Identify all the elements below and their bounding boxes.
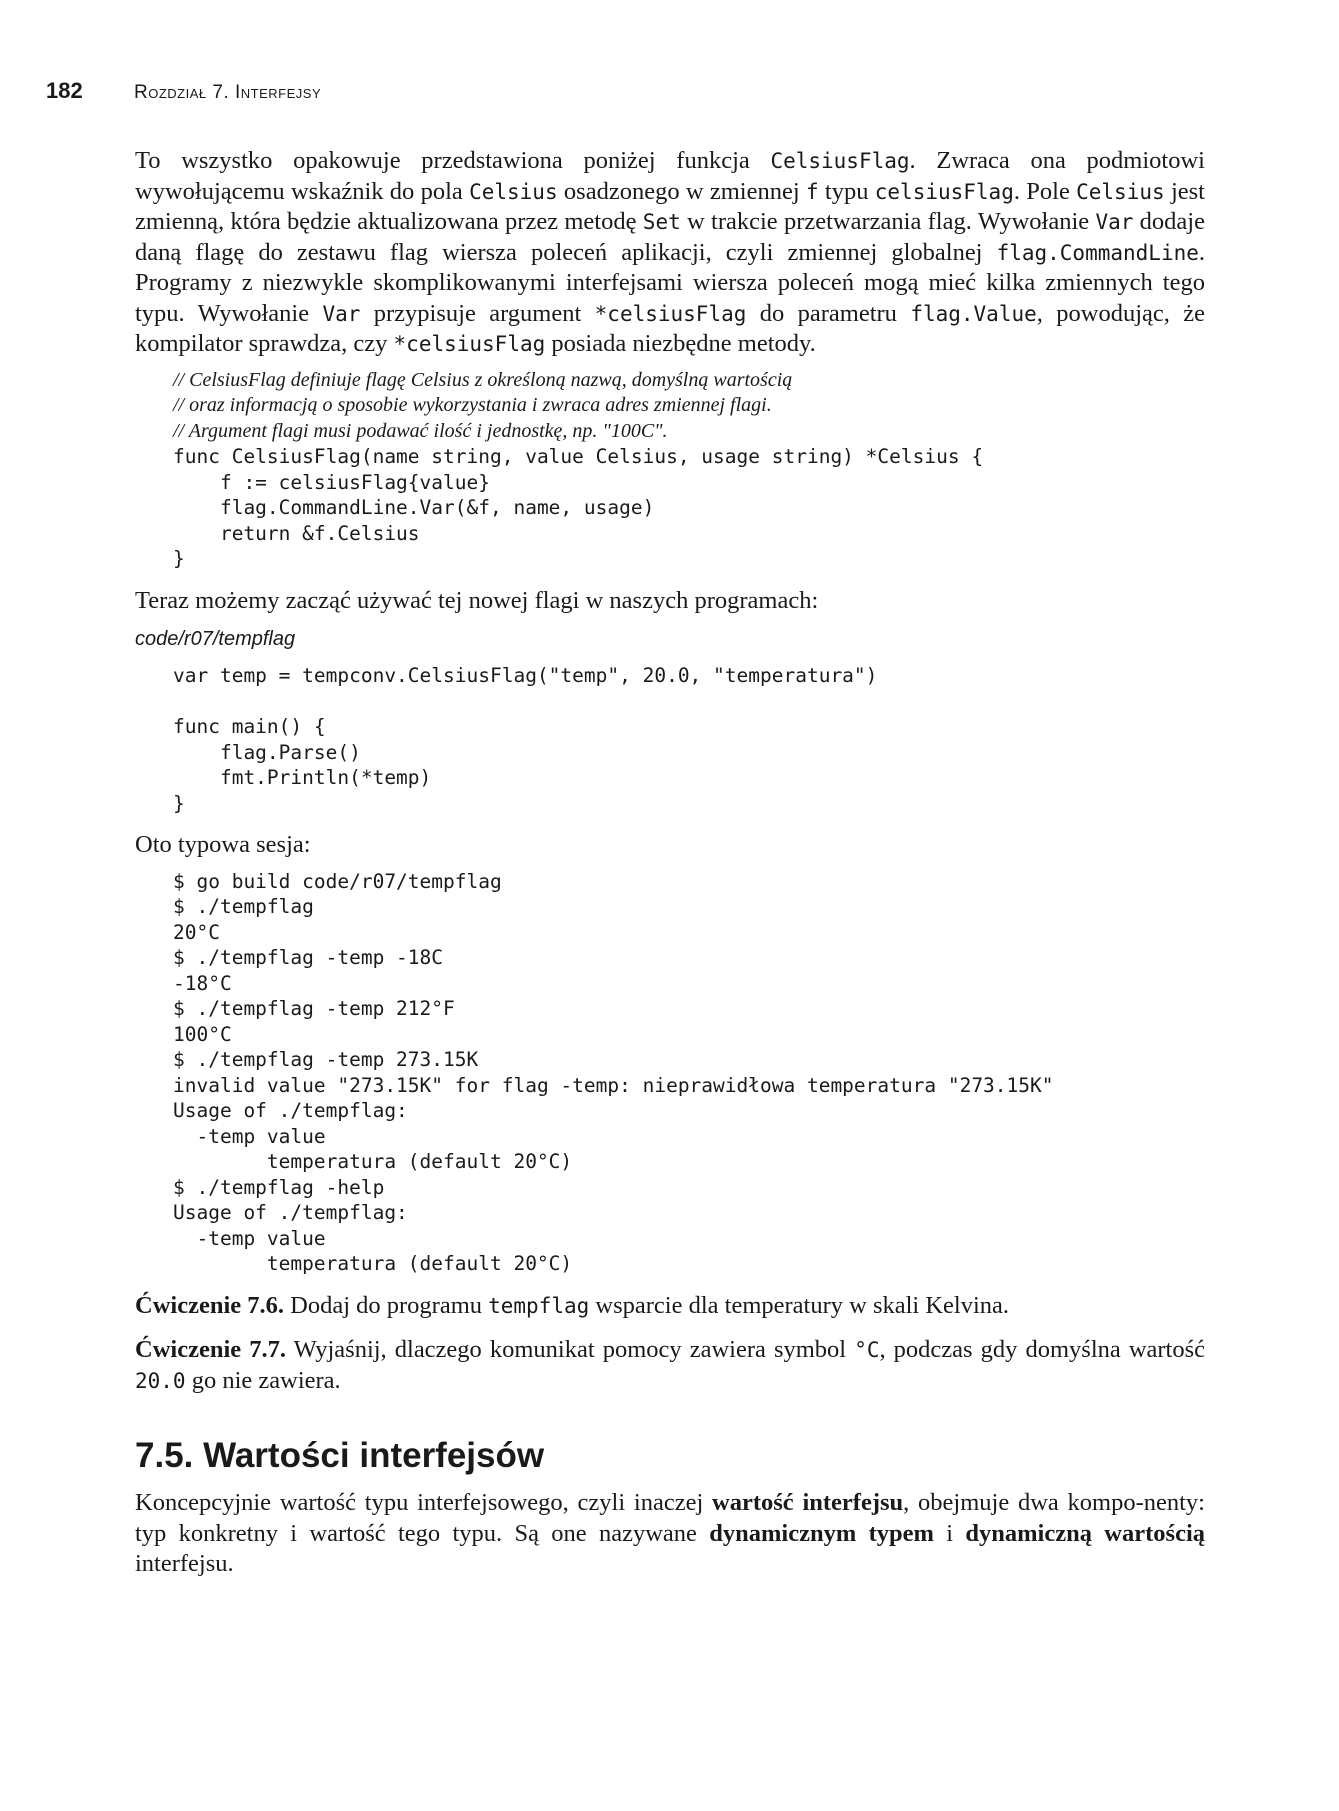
chapter-title: Rozdział 7. Interfejsy — [134, 82, 322, 103]
inline-code: f — [805, 179, 819, 204]
text: dodaje daną flagę do zestawu flag wiersza poleceń aplikacji, czyli zmiennej globalnej — [135, 208, 1205, 266]
inline-code: Var — [322, 301, 361, 326]
inline-code: flag.Value — [910, 301, 1037, 326]
source-path: code/r07/tempflag — [135, 628, 296, 650]
code-block-session: $ go build code/r07/tempflag $ ./tempflag 20°C $ ./tempflag -temp -18C -18°C $ ./tempflag -temp 212°F 100°C $ ./tempflag -temp 273.15K invalid value "273.15K" for flag -temp: nieprawidłowa temperatura "273.15K" Usage of ./tempflag: -temp value temperatura (default 20°C) $ ./tempflag -help Usage of ./tempflag: -temp value temperatura (default 20°C) — [173, 869, 1054, 1275]
code-lines: func CelsiusFlag(name string, value Celsius, usage string) *Celsius { f := celsiusFlag{value} flag.CommandLine.Var(&f, name, usage) return &f.Celsius } — [173, 445, 984, 570]
text: , powodując, że kompilator sprawdza, czy — [135, 299, 1205, 357]
text: do parametru — [746, 299, 911, 327]
bold-term: wartość interfejsu — [712, 1489, 904, 1516]
text: , podczas gdy domyślna wartość — [879, 1336, 1206, 1363]
text: Dodaj do programu — [284, 1291, 489, 1319]
inline-code: Var — [1095, 210, 1134, 234]
inline-code: CelsiusFlag — [770, 149, 910, 173]
text: osadzonego w zmiennej — [557, 177, 806, 205]
text: wsparcie dla temperatury w skali Kelvina. — [589, 1291, 1010, 1319]
inline-code: Celsius — [469, 179, 558, 204]
text: , obejmuje dwa kompo-nenty: typ konkretny i wartość tego typu. Są one nazywane — [135, 1489, 1205, 1547]
bold-term: dynamicznym typem — [709, 1519, 934, 1547]
exercise-7-7 — [135, 1335, 1205, 1396]
inline-code: flag.CommandLine — [996, 240, 1199, 265]
inline-code: *celsiusFlag — [393, 332, 546, 356]
paragraph-interface-values — [135, 1488, 1205, 1580]
text: To wszystko opakowuje przedstawiona poniżej funkcja — [135, 147, 771, 174]
exercise-label: Ćwiczenie 7.6. — [135, 1291, 284, 1319]
text: . Zwraca ona podmiotowi wywołującemu wskaźnik do pola — [135, 147, 1205, 205]
text: w trakcie przetwarzania flag. Wywołanie — [680, 208, 1096, 235]
text: przypisuje argument — [360, 299, 595, 327]
inline-code: Set — [642, 210, 681, 234]
paragraph-intro — [135, 146, 1205, 360]
text: go nie zawiera. — [185, 1366, 341, 1394]
text: posiada niezbędne metody. — [545, 330, 816, 357]
exercise-label: Ćwiczenie 7.7. — [135, 1336, 286, 1363]
inline-code: °C — [854, 1338, 880, 1362]
exercise-7-6 — [135, 1291, 1205, 1322]
inline-code: Celsius — [1076, 179, 1165, 204]
inline-code: *celsiusFlag — [594, 301, 747, 326]
code-comment: // CelsiusFlag definiuje flagę Celsius z określoną nazwą, domyślną wartością — [173, 368, 793, 391]
text: interfejsu. — [135, 1550, 234, 1577]
page-header — [46, 78, 321, 104]
code-comment: // Argument flagi musi podawać ilość i jednostkę, np. "100C". — [173, 419, 668, 442]
code-block-main: var temp = tempconv.CelsiusFlag("temp", 20.0, "temperatura") func main() { flag.Parse() fmt.Println(*temp) } — [173, 664, 878, 815]
page-number: 182 — [46, 78, 83, 103]
paragraph-session: Oto typowa sesja: — [135, 831, 311, 858]
inline-code: 20.0 — [135, 1368, 186, 1393]
text: i — [933, 1519, 966, 1547]
inline-code: tempflag — [488, 1293, 590, 1318]
text: jest zmienną, która będzie aktualizowana przez metodę — [135, 177, 1205, 235]
paragraph-usage: Teraz możemy zacząć używać tej nowej flagi w naszych programach: — [135, 586, 819, 614]
text: . Pole — [1013, 177, 1077, 205]
bold-term: dynamiczną wartością — [965, 1519, 1205, 1547]
code-block-celsiusflag — [135, 368, 1205, 572]
section-heading: 7.5. Wartości interfejsów — [135, 1436, 545, 1475]
text: typu — [818, 177, 875, 205]
page-content — [135, 146, 1205, 1580]
code-comment: // oraz informacją o sposobie wykorzystania i zwraca adres zmiennej flagi. — [173, 394, 772, 416]
text: . Programy z niezwykle skomplikowanymi interfejsami wiersza poleceń mogą mieć kilka zmiennych tego typu. Wywołanie — [135, 238, 1205, 327]
text: Koncepcyjnie wartość typu interfejsowego, czyli inaczej — [135, 1489, 713, 1516]
text: Wyjaśnij, dlaczego komunikat pomocy zawiera symbol — [285, 1336, 855, 1363]
inline-code: celsiusFlag — [874, 179, 1014, 204]
